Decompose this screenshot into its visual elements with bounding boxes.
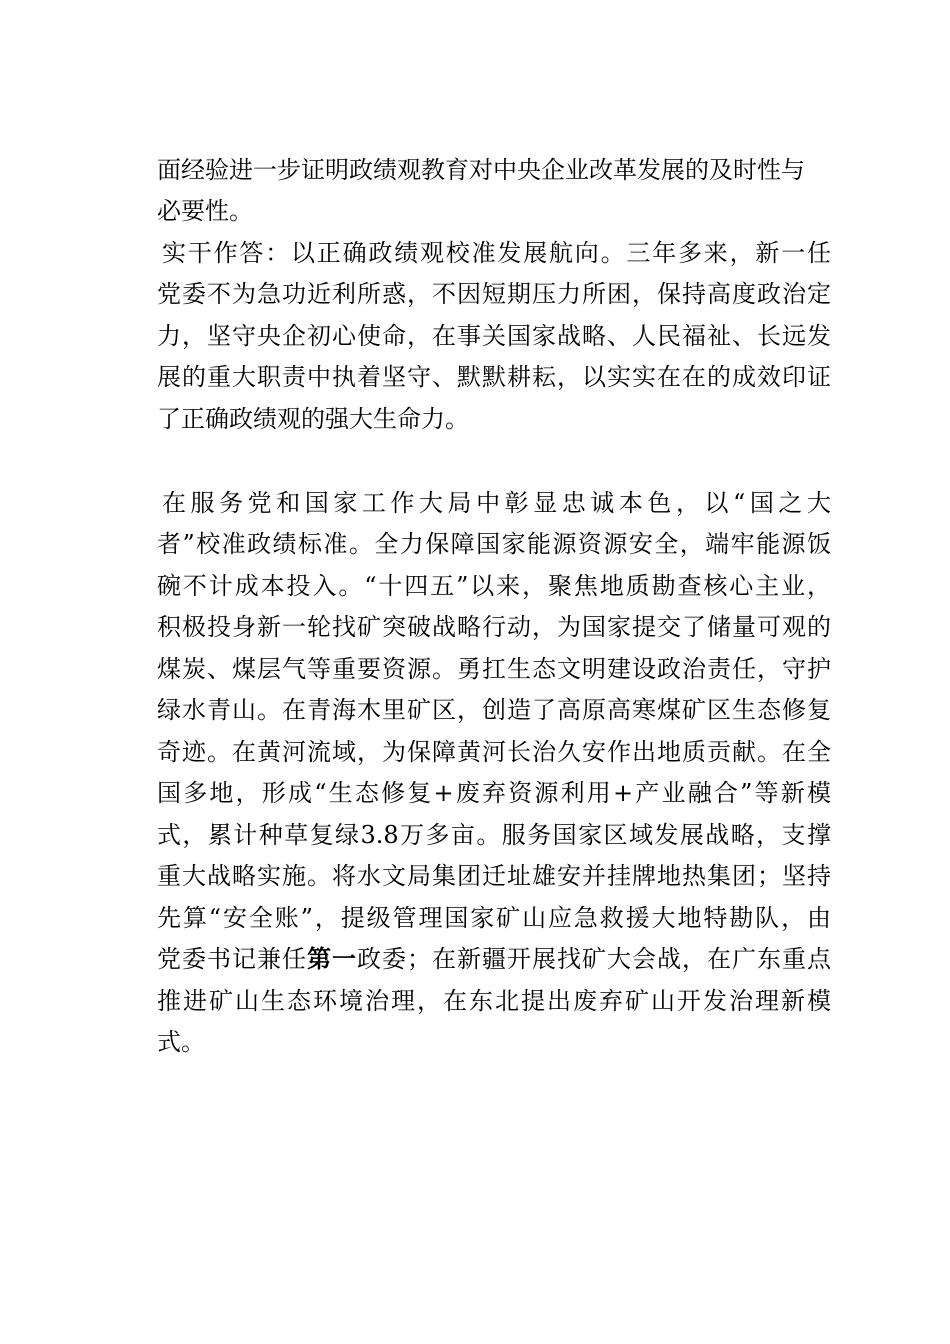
text-line: 式。: [157, 1028, 205, 1056]
bold-text-segment: 第一: [307, 944, 357, 973]
text-line: 面经验进一步证明政绩观教育对中央企业改革发展的及时性与: [157, 156, 805, 184]
text-line: 展的重大职责中执着坚守、默默耕耘，以实实在在的成效印证: [157, 363, 831, 391]
text-line: 碗不计成本投入。“十四五”以来，聚焦地质勘查核心主业，: [157, 572, 831, 600]
text-line: 必要性。: [157, 197, 253, 225]
text-line: 重大战略实施。将水文局集团迁址雄安并挂牌地热集团；坚持: [157, 862, 831, 890]
text-line: 国多地，形成“生态修复+废弃资源利用+产业融合”等新模: [157, 779, 831, 807]
text-line: 了正确政绩观的强大生命力。: [157, 405, 469, 433]
text-line: 奇迹。在黄河流域，为保障黄河长治久安作出地质贡献。在全: [157, 738, 831, 766]
text-line: 力，坚守央企初心使命，在事关国家战略、人民福祉、长远发: [157, 322, 831, 350]
text-line: 推进矿山生态环境治理，在东北提出废弃矿山开发治理新模: [157, 987, 831, 1015]
paragraph-first-line: 在服务党和国家工作大局中彰显忠诚本色，以“国之大: [162, 489, 831, 517]
text-line: 绿水青山。在青海木里矿区，创造了高原高寒煤矿区生态修复: [157, 696, 831, 724]
text-segment: 政委；在新疆开展找矿大会战，在广东重点: [357, 945, 831, 973]
text-line: 先算“安全账”，提级管理国家矿山应急救援大地特勘队，由: [157, 904, 831, 932]
paragraph-first-line: 实干作答：以正确政绩观校准发展航向。三年多来，新一任: [162, 239, 831, 267]
text-line: 者”校准政绩标准。全力保障国家能源资源安全，端牢能源饭: [157, 530, 831, 558]
text-line: [157, 939, 831, 979]
text-line: 式，累计种草复绿3.8万多亩。服务国家区域发展战略，支撑: [157, 821, 831, 849]
text-segment: 党委书记兼任: [157, 945, 307, 973]
text-line: 积极投身新一轮找矿突破战略行动，为国家提交了储量可观的: [157, 613, 831, 641]
text-line: 党委不为急功近利所惑，不因短期压力所困，保持高度政治定: [157, 280, 831, 308]
text-line: 煤炭、煤层气等重要资源。勇扛生态文明建设政治责任，守护: [157, 655, 831, 683]
